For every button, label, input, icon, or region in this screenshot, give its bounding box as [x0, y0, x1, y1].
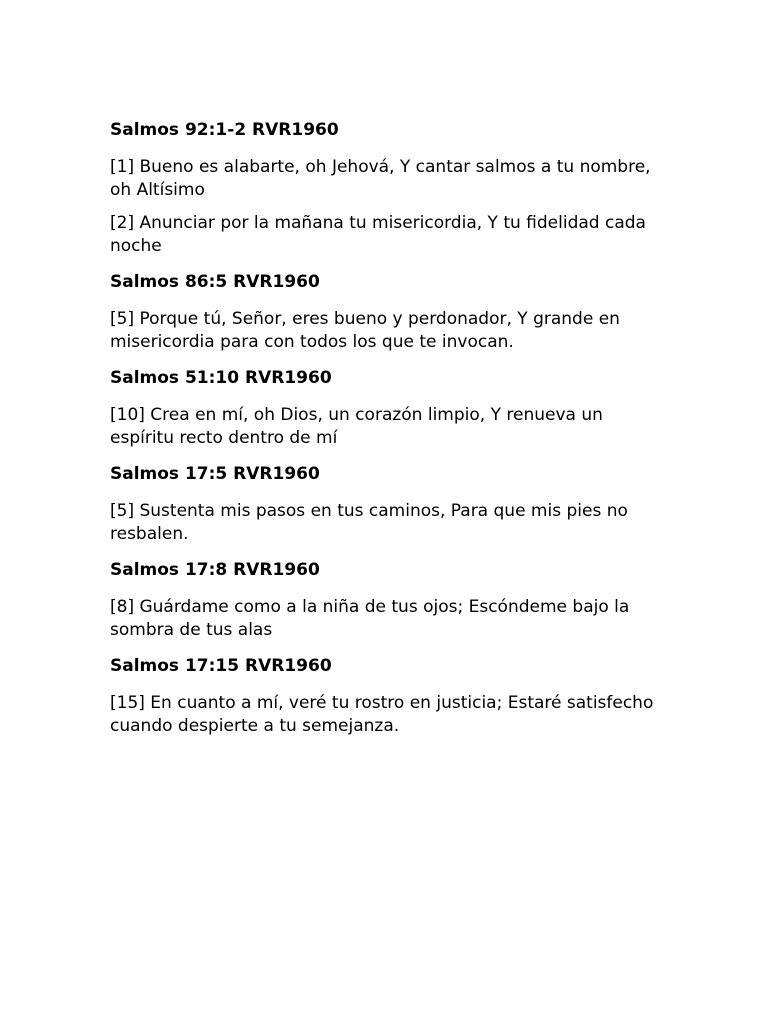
passage-reference: Salmos 92:1-2 RVR1960 [110, 120, 339, 140]
verse-text: [5] Sustenta mis pasos en tus caminos, Para que mis pies no resbalen. [110, 501, 628, 544]
passage-section [110, 463, 670, 546]
verse-text: [1] Bueno es alabarte, oh Jehová, Y cantar salmos a tu nombre, oh Altísimo [110, 157, 651, 200]
verse-text: [10] Crea en mí, oh Dios, un corazón limpio, Y renueva un espíritu recto dentro de mí [110, 405, 603, 448]
passage-section [110, 559, 670, 642]
document-page [110, 119, 670, 751]
passage-reference: Salmos 86:5 RVR1960 [110, 272, 320, 292]
passage-reference: Salmos 17:5 RVR1960 [110, 464, 320, 484]
passage-reference: Salmos 17:8 RVR1960 [110, 560, 320, 580]
verse-text: [8] Guárdame como a la niña de tus ojos; Escóndeme bajo la sombra de tus alas [110, 597, 630, 640]
verse-text: [15] En cuanto a mí, veré tu rostro en justicia; Estaré satisfecho cuando despierte a tu semejanza. [110, 693, 654, 736]
passage-section [110, 655, 670, 738]
passage-section [110, 271, 670, 354]
passage-section [110, 367, 670, 450]
passage-section [110, 119, 670, 258]
passage-reference: Salmos 51:10 RVR1960 [110, 368, 332, 388]
verse-text: [5] Porque tú, Señor, eres bueno y perdonador, Y grande en misericordia para con todos los que te invocan. [110, 309, 620, 352]
passage-reference: Salmos 17:15 RVR1960 [110, 656, 332, 676]
verse-text: [2] Anunciar por la mañana tu misericordia, Y tu fidelidad cada noche [110, 213, 646, 256]
